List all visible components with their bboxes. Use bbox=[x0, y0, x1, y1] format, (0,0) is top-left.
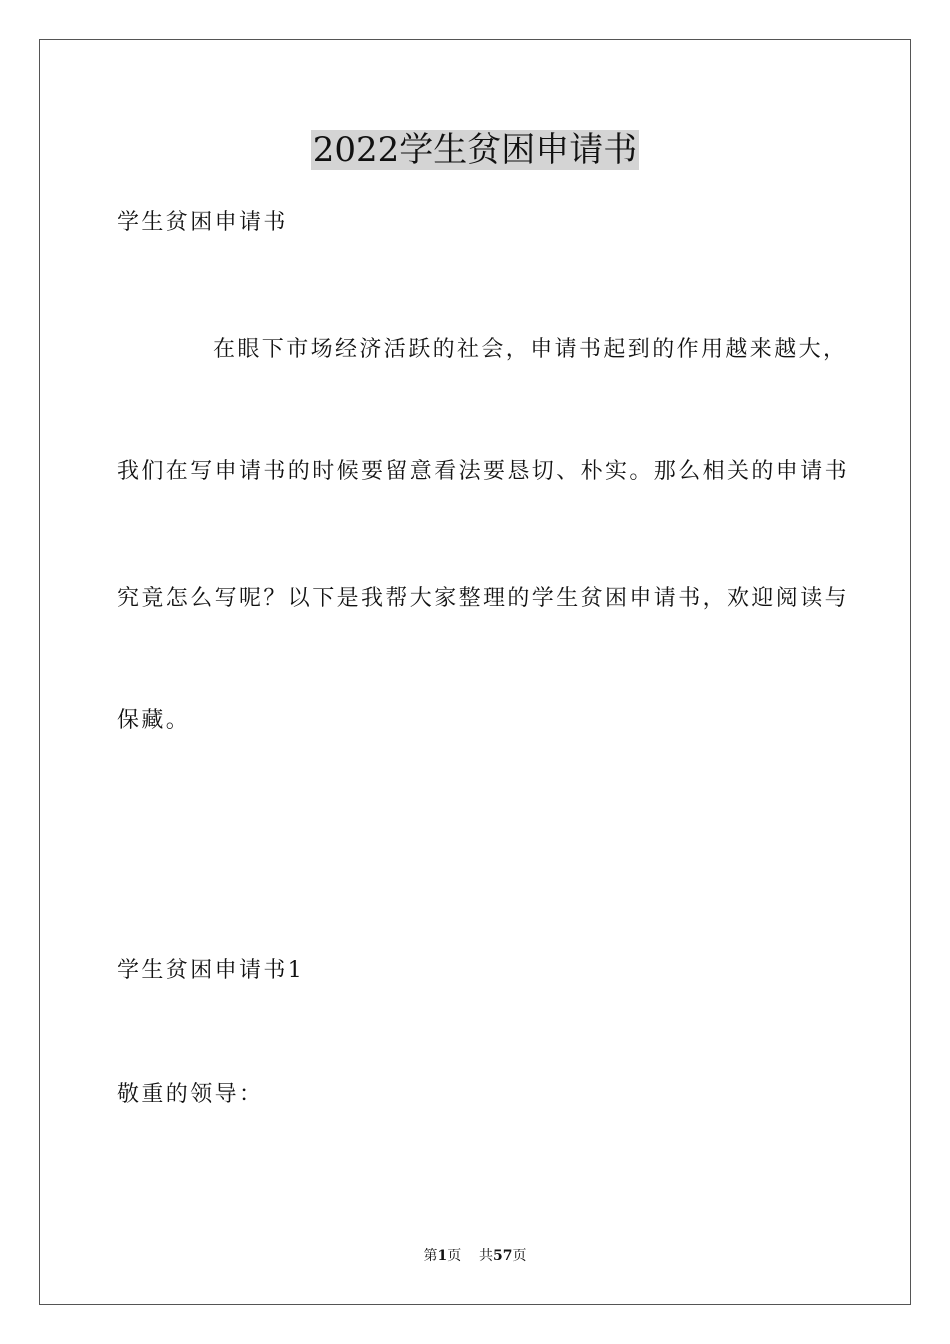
section-heading: 学生贫困申请书1 bbox=[117, 958, 305, 983]
document-title bbox=[0, 128, 950, 172]
intro-line-2: 我们在写申请书的时候要留意看法要恳切、朴实。那么相关的申请书 bbox=[117, 459, 850, 484]
footer-page-prefix: 第 bbox=[423, 1248, 438, 1264]
footer-total-pages: 57 bbox=[493, 1248, 513, 1264]
intro-line-4: 保藏。 bbox=[117, 708, 191, 733]
intro-line-3: 究竟怎么写呢？以下是我帮大家整理的学生贫困申请书，欢迎阅读与 bbox=[117, 586, 850, 611]
footer-total-suffix: 页 bbox=[512, 1248, 527, 1264]
document-title-text: 2022学生贫困申请书 bbox=[312, 130, 638, 170]
salutation: 敬重的领导： bbox=[117, 1082, 264, 1107]
page-footer bbox=[0, 1247, 950, 1265]
document-subtitle: 学生贫困申请书 bbox=[117, 210, 288, 235]
intro-line-1: 在眼下市场经济活跃的社会，申请书起到的作用越来越大， bbox=[213, 337, 848, 362]
footer-page-number: 1 bbox=[437, 1248, 448, 1264]
footer-page-suffix: 页 bbox=[447, 1248, 462, 1264]
footer-total-prefix: 共 bbox=[479, 1248, 494, 1264]
